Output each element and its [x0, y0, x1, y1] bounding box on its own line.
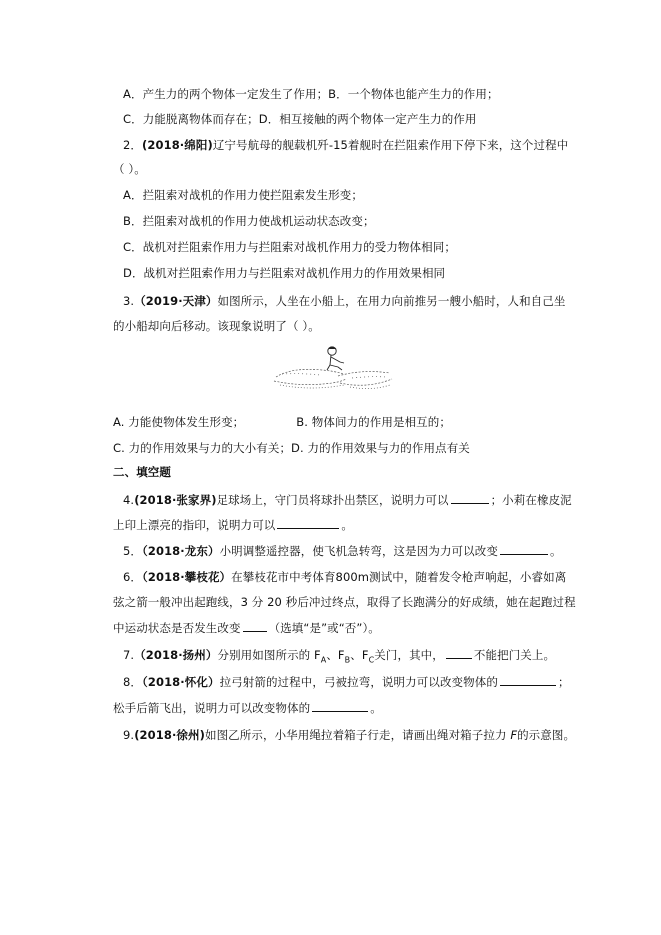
q9-number: 9. — [123, 728, 135, 742]
q2-number: 2． — [123, 138, 143, 152]
section-title-fill-blank: 二、填空题 — [113, 465, 171, 479]
q3-stem-line2 — [113, 318, 320, 334]
q2-stem-line1 — [123, 137, 568, 153]
boat-figure — [272, 343, 394, 393]
q6-text4: （选填“是”或“否”）。 — [268, 621, 380, 635]
q8-blank-2[interactable] — [312, 700, 368, 712]
q7-source: （2018·扬州） — [134, 648, 218, 662]
q6-line2: 弦之箭一般冲出起跑线，3 分 20 秒后冲过终点，取得了长跑满分的好成绩，她在起跑过程 — [113, 595, 576, 609]
q2-stem1: 辽宁号航母的舰载机歼-15着舰时在拦阻索作用下停下来，这个过程中 — [212, 138, 569, 152]
q3-option-c: C. 力的作用效果与力的大小有关； — [113, 441, 292, 455]
q4-text1: 足球场上，守门员将球扑出禁区，说明力可以 — [216, 493, 449, 507]
q5-text2: 。 — [549, 544, 562, 558]
q7-sub-b: B — [344, 655, 351, 665]
q8-line2 — [113, 700, 382, 716]
q8-source: （2018·怀化） — [142, 675, 220, 689]
q9-text1: 如图乙所示，小华用绳拉着箱子行走，请画出绳对箱子拉力 — [204, 728, 511, 742]
q9-variable-f: F — [510, 728, 518, 742]
q2-stem2: （ ）。 — [113, 162, 146, 176]
q8-text3: 松手后箭飞出，说明力可以改变物体的 — [113, 701, 311, 715]
q9-line — [123, 727, 575, 743]
q8-number: 8． — [123, 675, 143, 689]
q4-text3: 上印上漂亮的指印，说明力可以 — [113, 518, 276, 532]
q7-line — [123, 647, 555, 668]
q3-stem2: 的小船却向后移动。该现象说明了（ ）。 — [113, 319, 320, 333]
q2-option-a: A．拦阻索对战机的作用力使拦阻索发生形变； — [123, 188, 363, 202]
q2-option-b: B．拦阻索对战机的作用力使战机运动状态改变； — [123, 214, 375, 228]
q3-stem1: 如图所示，人坐在小船上，在用力向前推另一艘小船时，人和自己坐 — [217, 294, 566, 308]
q1-options-cd — [123, 111, 477, 127]
q3-option-b: B. 物体间力的作用是相互的； — [296, 415, 451, 429]
q4-blank-2[interactable] — [277, 517, 339, 529]
q6-line1 — [123, 569, 566, 585]
q8-blank-1[interactable] — [500, 674, 556, 686]
q1-options-ab — [123, 86, 499, 102]
q6-number: 6． — [123, 570, 143, 584]
q7-number: 7. — [123, 648, 135, 662]
q8-text4: 。 — [370, 701, 382, 715]
q2-source: (2018·绵阳) — [142, 138, 213, 152]
q1-option-a: A．产生力的两个物体一定发生了作用； — [123, 87, 329, 101]
q4-text2: ；小莉在橡皮泥 — [490, 493, 572, 507]
q1-option-d: D．相互接触的两个物体一定产生力的作用 — [258, 112, 477, 126]
q5-number: 5． — [123, 544, 143, 558]
q8-text1: 拉弓射箭的过程中，弓被拉弯，说明力可以改变物体的 — [219, 675, 498, 689]
q3-number: 3. — [123, 294, 135, 308]
q5-text1: 小明调整遥控器，使飞机急转弯，这是因为力可以改变 — [219, 544, 498, 558]
q3-stem-line1 — [123, 293, 565, 309]
q4-number: 4. — [123, 493, 135, 507]
q4-blank-1[interactable] — [451, 492, 489, 504]
q2-option-d: D．战机对拦阻索作用力与拦阻索对战机作用力的作用效果相同 — [123, 266, 446, 280]
q5-blank[interactable] — [500, 543, 548, 555]
q7-sub-c: C — [368, 655, 375, 665]
q7-text2: 关门，其中， — [374, 648, 444, 662]
q7-text1: 分别用如图所示的 F — [217, 648, 321, 662]
q9-text2: 的示意图。 — [517, 728, 576, 742]
q9-source: (2018·徐州) — [134, 728, 205, 742]
q3-option-d: D. 力的作用效果与力的作用点有关 — [291, 441, 470, 455]
q4-source: (2018·张家界) — [134, 493, 217, 507]
q6-text3: 中运动状态是否发生改变 — [113, 621, 241, 635]
q3-source: （2019·天津） — [134, 294, 218, 308]
q4-line2 — [113, 517, 353, 533]
q3-options-ab — [113, 414, 451, 430]
q5-line — [123, 543, 562, 559]
q7-text3: 不能把门关上。 — [473, 648, 556, 662]
q7-sep1: 、F — [326, 648, 345, 662]
q3-option-a: A. 力能使物体发生形变； — [113, 415, 245, 429]
q2-option-c: C．战机对拦阻索作用力与拦阻索对战机作用力的受力物体相同； — [123, 240, 456, 254]
q6-text1: 在攀枝花市中考体育800m测试中，随着发令枪声响起，小睿如离 — [231, 570, 567, 584]
q4-text4: 。 — [341, 518, 354, 532]
q8-text2: ； — [557, 675, 570, 689]
q5-source: （2018·龙东） — [142, 544, 220, 558]
q7-sub-a: A — [320, 655, 327, 665]
q6-line3 — [113, 620, 380, 636]
q2-stem-line2 — [113, 161, 146, 177]
q6-blank[interactable] — [243, 620, 267, 632]
q8-line1 — [123, 674, 570, 690]
q1-option-b: B．一个物体也能产生力的作用； — [328, 87, 499, 101]
q3-options-cd — [113, 440, 470, 456]
q1-option-c: C．力能脱离物体而存在； — [123, 112, 259, 126]
q4-line1 — [123, 492, 572, 508]
q6-source: （2018·攀枝花） — [142, 570, 232, 584]
q7-sep2: 、F — [350, 648, 369, 662]
q7-blank[interactable] — [446, 647, 472, 659]
